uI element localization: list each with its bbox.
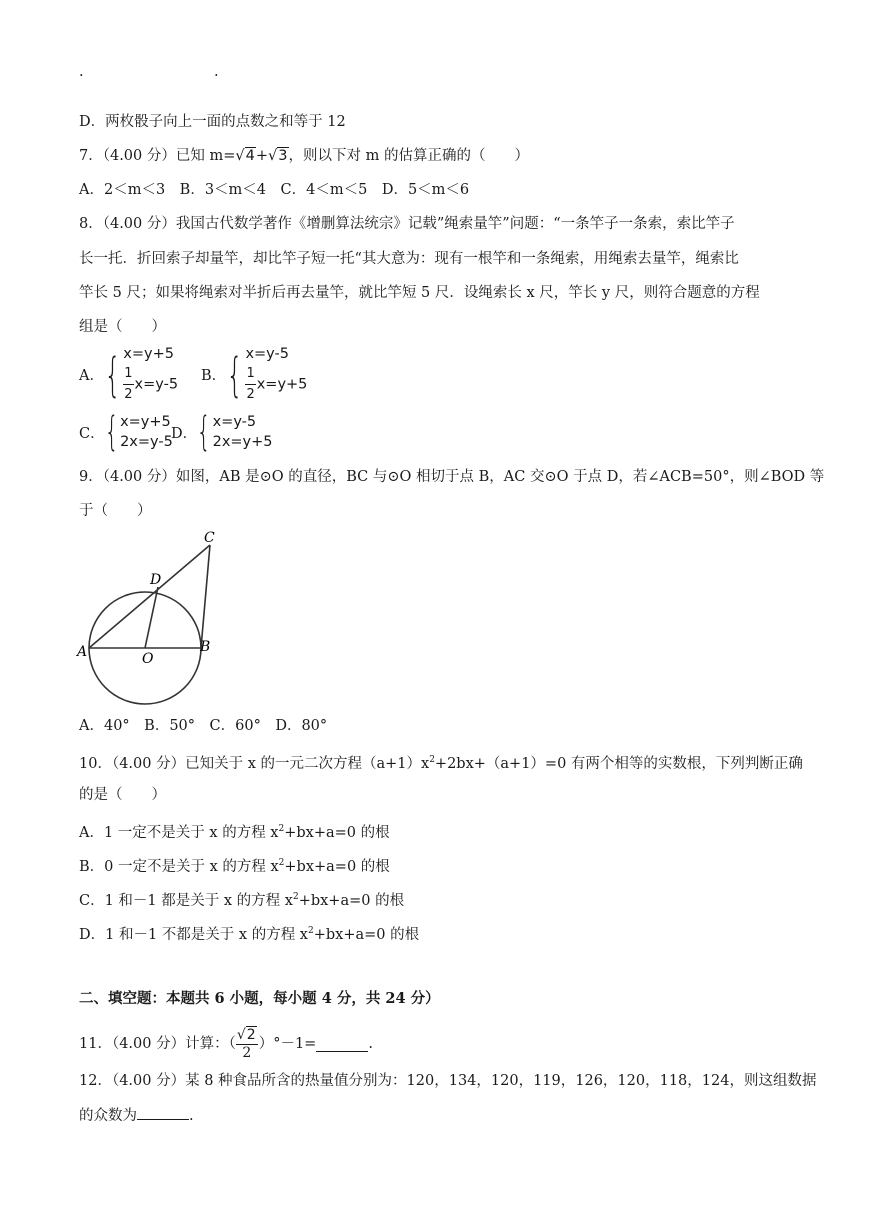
q10-line: 的是（ ） xyxy=(79,787,166,803)
q7-prefix: 7．（4.00 分）已知 m= xyxy=(79,148,236,164)
option-label: B． xyxy=(201,368,227,384)
sqrt-4: √4 xyxy=(235,148,255,164)
plus-sign: + xyxy=(255,148,269,164)
label-a: A xyxy=(77,644,88,660)
fraction: $\frac{1}{2}$ xyxy=(124,366,133,402)
label-b: B xyxy=(200,639,211,655)
equation: $\frac{1}{2}$ x=y-5 xyxy=(123,364,178,405)
q10-line: 10．（4.00 分）已知关于 x 的一元二次方程$(a+1)x^2+2bx+(a+1)=0$ 有两个相等的实数根，下列判断正确 xyxy=(79,755,803,772)
equation: x=y-5 xyxy=(212,414,257,430)
q7-options: A．2＜m＜3 B．3＜m＜4 C．4＜m＜5 D．5＜m＜6 xyxy=(79,182,470,198)
q10-option-a: A．1 一定不是关于 x 的方程 $x^2+bx+a=0$ 的根 xyxy=(79,824,390,841)
brace-icon: { xyxy=(104,409,119,455)
segment-od xyxy=(145,587,158,648)
q6-option-d: D．两枚骰子向上一面的点数之和等于 12 xyxy=(79,114,346,130)
equation: x=y+5 xyxy=(120,414,171,430)
q8-line: 长一托．折回索子却量竿，却比竿子短一托“其大意为：现有一根竿和一条绳索，用绳索去量竿，绳索比 xyxy=(79,251,739,267)
label-d: D xyxy=(150,572,162,588)
circle-tangent-figure xyxy=(70,525,230,705)
q7-suffix: ，则以下对 m 的估算正确的（ ） xyxy=(288,148,529,164)
sqrt-3: √3 xyxy=(268,148,288,164)
stray-mark: . xyxy=(214,64,219,80)
q8-line: 竿长 5 尺；如果将绳索对半折后再去量竿，就比竿短 5 尺．设绳索长 x 尺，竿长 y 尺，则符合题意的方程 xyxy=(79,285,760,301)
segment-ac xyxy=(89,545,210,648)
option-label: C． xyxy=(79,425,105,442)
equation: x=y-5 xyxy=(245,346,289,362)
option-label: D． xyxy=(171,425,198,442)
q8-option-d xyxy=(171,409,273,455)
q11-line: 11．（4.00 分）计算：（ $\frac{√2}{2}$ ）°－1= . xyxy=(79,1026,373,1061)
brace-icon: { xyxy=(226,347,243,402)
option-label: A． xyxy=(79,368,104,384)
q10-option-b: B．0 一定不是关于 x 的方程 $x^2+bx+a=0$ 的根 xyxy=(79,858,390,875)
equation: x=y+5 xyxy=(123,346,174,362)
q10-option-c: C．1 和－1 都是关于 x 的方程 $x^2+bx+a=0$ 的根 xyxy=(79,892,405,909)
answer-blank[interactable] xyxy=(316,1037,368,1052)
q8-option-b xyxy=(201,344,307,405)
q8-line: 组是（ ） xyxy=(79,319,166,335)
fraction: $\frac{√2}{2}$ xyxy=(236,1026,256,1061)
fraction: $\frac{1}{2}$ xyxy=(246,366,255,402)
segment-bc xyxy=(201,545,210,648)
brace-icon: { xyxy=(104,347,121,402)
q9-options: A．40° B．50° C．60° D．80° xyxy=(79,718,328,734)
equation: 2x=y-5 xyxy=(120,434,173,450)
q8-option-a xyxy=(79,344,178,405)
equation: 2x=y+5 xyxy=(212,434,273,450)
q9-line: 于（ ） xyxy=(79,503,152,519)
q10-option-d: D．1 和－1 不都是关于 x 的方程 $x^2+bx+a=0$ 的根 xyxy=(79,926,420,943)
equation: $\frac{1}{2}$ x=y+5 xyxy=(245,364,307,405)
label-c: C xyxy=(204,530,215,546)
q12-line: 的众数为 . xyxy=(79,1105,194,1126)
stray-mark: . xyxy=(79,64,84,80)
answer-blank[interactable] xyxy=(137,1105,189,1120)
q8-line: 8．（4.00 分）我国古代数学著作《增删算法统宗》记载”绳索量竿”问题：“一条竿子一条索，索比竿子 xyxy=(79,216,735,232)
q7-stem xyxy=(79,146,529,166)
q12-line: 12．（4.00 分）某 8 种食品所含的热量值分别为：120，134，120，119，126，120，118，124，则这组数据 xyxy=(79,1073,817,1089)
label-o: O xyxy=(142,651,154,667)
brace-icon: { xyxy=(196,409,211,455)
q8-option-c xyxy=(79,409,173,455)
q9-line: 9．（4.00 分）如图，AB 是⊙O 的直径，BC 与⊙O 相切于点 B，AC 交⊙O 于点 D，若∠ACB=50°，则∠BOD 等 xyxy=(79,469,825,485)
section-heading: 二、填空题：本题共 6 小题，每小题 4 分，共 24 分） xyxy=(79,990,440,1007)
